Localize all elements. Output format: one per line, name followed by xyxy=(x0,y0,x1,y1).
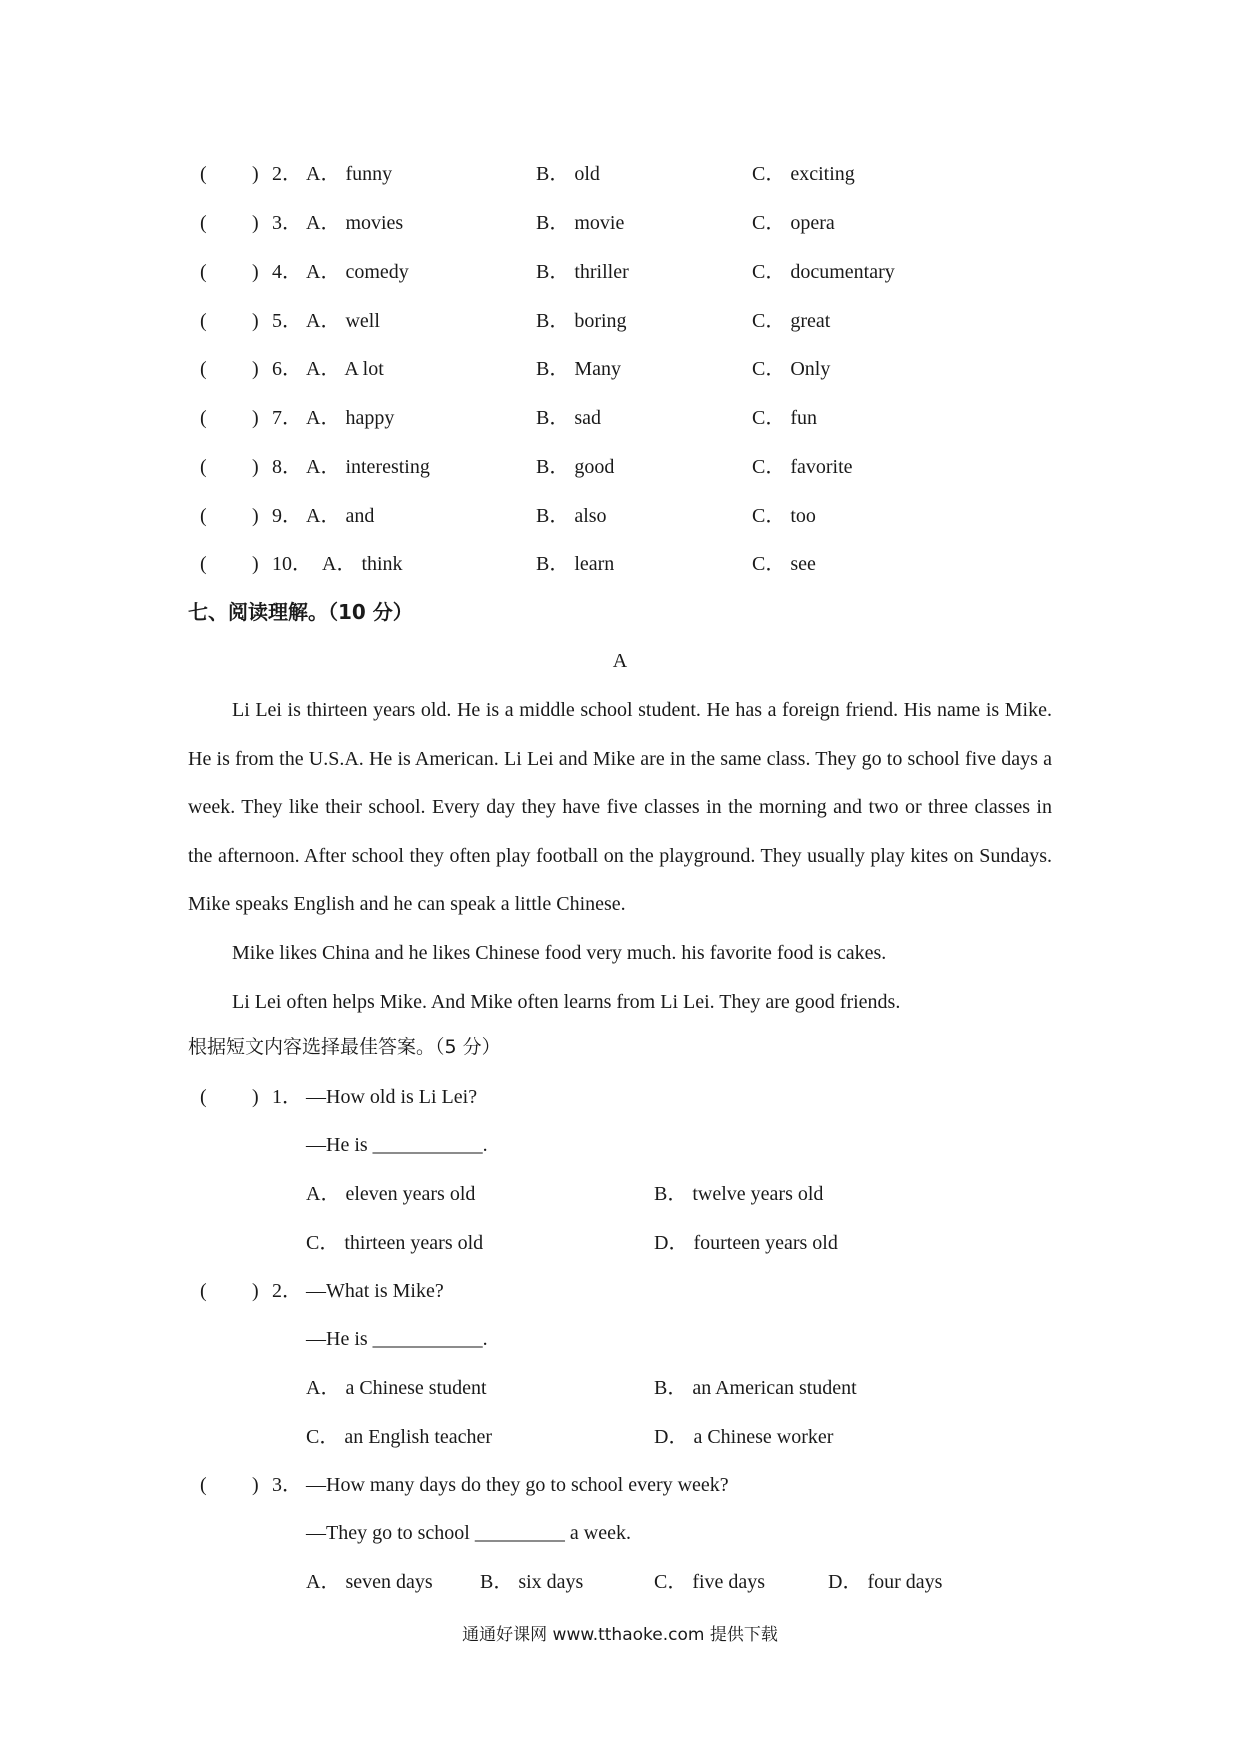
option-d: D． four days xyxy=(828,1571,943,1593)
options-row xyxy=(0,1179,1240,1209)
option-b: B． learn xyxy=(536,553,615,575)
question-number: 1． xyxy=(272,1086,302,1108)
answer-paren-left: ( xyxy=(200,212,207,234)
option-a: A． eleven years old xyxy=(306,1183,476,1205)
option-c: C． five days xyxy=(654,1571,766,1593)
option-c: C． fun xyxy=(752,407,817,429)
option-a: A． seven days xyxy=(306,1571,433,1593)
answer-paren-right: ) xyxy=(252,310,259,332)
answer-paren-right: ) xyxy=(252,407,259,429)
answer-paren-left: ( xyxy=(200,505,207,527)
option-d: D． fourteen years old xyxy=(654,1232,838,1254)
cloze-question-row xyxy=(0,501,1240,531)
options-row xyxy=(0,1422,1240,1452)
answer-paren-right: ) xyxy=(252,163,259,185)
option-b: B． boring xyxy=(536,310,627,332)
instruction-text: 根据短文内容选择最佳答案。（5 分） xyxy=(188,1036,501,1058)
question-line xyxy=(0,1470,1240,1500)
passage-paragraph xyxy=(188,686,1052,929)
answer-line xyxy=(0,1130,1240,1160)
cloze-question-row xyxy=(0,354,1240,384)
option-b: B． movie xyxy=(536,212,625,234)
answer-paren-left: ( xyxy=(200,310,207,332)
question-text: —How old is Li Lei? xyxy=(306,1086,478,1108)
question-number: 5． xyxy=(272,310,302,332)
option-b: B． sad xyxy=(536,407,601,429)
option-c: C． documentary xyxy=(752,261,895,283)
option-b: B． also xyxy=(536,505,607,527)
paragraph-text: Li Lei is thirteen years old. He is a middle school student. He has a foreign friend. His name is Mike. He is from the U.S.A. He is American. Li Lei and Mike are in the same class. They go to school five days a week. They like their school. Every day they have five classes in the morning and two or three classes in the afternoon. After school they often play football on the playground. They usually play kites on Sundays. Mike speaks English and he can speak a little Chinese. xyxy=(188,699,1052,916)
cloze-question-row xyxy=(0,403,1240,433)
answer-blank-text: —They go to school _________ a week. xyxy=(306,1522,631,1544)
option-b: B． good xyxy=(536,456,615,478)
answer-blank-text: —He is ___________. xyxy=(306,1134,488,1156)
answer-paren-right: ) xyxy=(252,1474,259,1496)
question-number: 3． xyxy=(272,212,302,234)
options-row xyxy=(0,1567,1240,1597)
question-text: —How many days do they go to school every week? xyxy=(306,1474,729,1496)
answer-paren-right: ) xyxy=(252,1280,259,1302)
answer-paren-right: ) xyxy=(252,456,259,478)
passage-paragraph xyxy=(188,929,1052,978)
question-line xyxy=(0,1082,1240,1112)
option-a: A． comedy xyxy=(306,261,409,283)
option-c: C． Only xyxy=(752,358,831,380)
cloze-question-row xyxy=(0,452,1240,482)
section-heading: 七、阅读理解。（10 分） xyxy=(188,600,413,624)
answer-blank-text: —He is ___________. xyxy=(306,1328,488,1350)
option-c: C． thirteen years old xyxy=(306,1232,484,1254)
option-d: D． a Chinese worker xyxy=(654,1426,834,1448)
option-b: B． six days xyxy=(480,1571,584,1593)
option-b: B． Many xyxy=(536,358,621,380)
question-number: 6． xyxy=(272,358,302,380)
option-b: B． an American student xyxy=(654,1377,857,1399)
question-number: 3． xyxy=(272,1474,302,1496)
cloze-question-row xyxy=(0,257,1240,287)
answer-line xyxy=(0,1518,1240,1548)
question-number: 2． xyxy=(272,163,302,185)
passage-paragraph xyxy=(188,978,1052,1027)
option-c: C． too xyxy=(752,505,816,527)
question-number: 4． xyxy=(272,261,302,283)
option-a: A． think xyxy=(322,553,403,575)
answer-paren-left: ( xyxy=(200,163,207,185)
option-b: B． thriller xyxy=(536,261,629,283)
question-text: —What is Mike? xyxy=(306,1280,444,1302)
page-footer: 通通好课网 www.tthaoke.com 提供下载 xyxy=(462,1625,778,1645)
option-c: C． an English teacher xyxy=(306,1426,493,1448)
question-line xyxy=(0,1276,1240,1306)
answer-paren-right: ) xyxy=(252,261,259,283)
question-number: 9． xyxy=(272,505,302,527)
cloze-question-row xyxy=(0,549,1240,579)
passage-title: A xyxy=(612,650,628,672)
option-c: C． great xyxy=(752,310,831,332)
option-a: A． a Chinese student xyxy=(306,1377,487,1399)
option-a: A． well xyxy=(306,310,380,332)
option-a: A． movies xyxy=(306,212,404,234)
option-a: A． happy xyxy=(306,407,395,429)
options-row xyxy=(0,1228,1240,1258)
answer-line xyxy=(0,1324,1240,1354)
option-c: C． exciting xyxy=(752,163,855,185)
question-number: 7． xyxy=(272,407,302,429)
cloze-question-row xyxy=(0,159,1240,189)
option-a: A． A lot xyxy=(306,358,384,380)
option-b: B． old xyxy=(536,163,600,185)
option-b: B． twelve years old xyxy=(654,1183,824,1205)
answer-paren-right: ) xyxy=(252,1086,259,1108)
answer-paren-left: ( xyxy=(200,1086,207,1108)
option-a: A． funny xyxy=(306,163,393,185)
option-c: C． see xyxy=(752,553,816,575)
option-a: A． and xyxy=(306,505,375,527)
question-number: 2． xyxy=(272,1280,302,1302)
option-c: C． favorite xyxy=(752,456,853,478)
paragraph-text: Mike likes China and he likes Chinese food very much. his favorite food is cakes. xyxy=(232,942,887,964)
answer-paren-left: ( xyxy=(200,407,207,429)
answer-paren-left: ( xyxy=(200,261,207,283)
answer-paren-right: ) xyxy=(252,505,259,527)
answer-paren-right: ) xyxy=(252,212,259,234)
option-a: A． interesting xyxy=(306,456,430,478)
answer-paren-left: ( xyxy=(200,553,207,575)
question-number: 10． xyxy=(272,553,312,575)
cloze-question-row xyxy=(0,208,1240,238)
answer-paren-left: ( xyxy=(200,456,207,478)
answer-paren-right: ) xyxy=(252,553,259,575)
answer-paren-left: ( xyxy=(200,358,207,380)
answer-paren-right: ) xyxy=(252,358,259,380)
paragraph-text: Li Lei often helps Mike. And Mike often learns from Li Lei. They are good friends. xyxy=(232,991,901,1013)
answer-paren-left: ( xyxy=(200,1474,207,1496)
question-number: 8． xyxy=(272,456,302,478)
options-row xyxy=(0,1373,1240,1403)
cloze-question-row xyxy=(0,306,1240,336)
answer-paren-left: ( xyxy=(200,1280,207,1302)
option-c: C． opera xyxy=(752,212,835,234)
